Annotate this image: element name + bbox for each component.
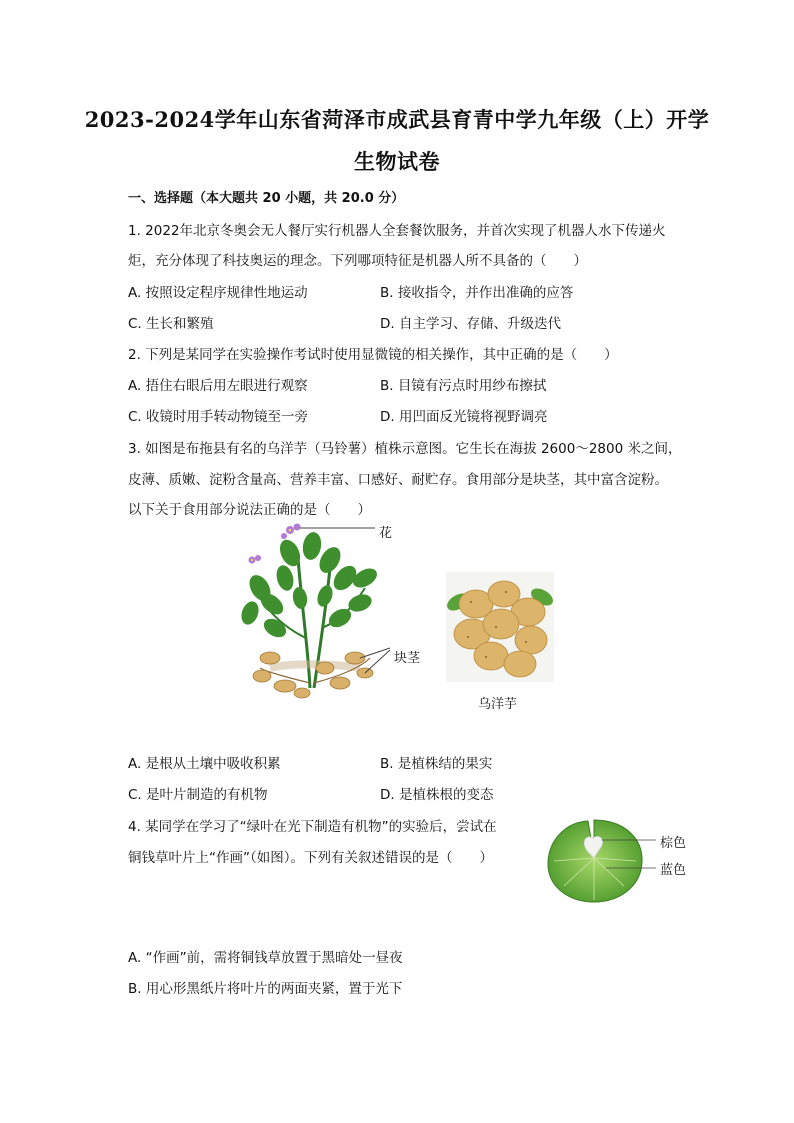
potato-plant-illustration bbox=[230, 518, 440, 708]
figure-label-blue: 蓝色 bbox=[660, 863, 687, 878]
q3-option-d: D. 是植株根的变态 bbox=[380, 787, 494, 803]
q1-option-a: A. 按照设定程序规律性地运动 bbox=[128, 285, 308, 301]
q4-option-a: A. “作画”前，需将铜钱草放置于黑暗处一昼夜 bbox=[128, 950, 403, 966]
potato-photo bbox=[446, 572, 554, 682]
q1-stem-line2: 炬，充分体现了科技奥运的理念。下列哪项特征是机器人所不具备的（ ） bbox=[128, 253, 587, 269]
q3-stem-line2: 皮薄、质嫩、淀粉含量高、营养丰富、口感好、耐贮存。食用部分是块茎，其中富含淀粉。 bbox=[128, 472, 668, 488]
exam-title-line1: 2023-2024学年山东省菏泽市成武县育青中学九年级（上）开学 bbox=[84, 107, 710, 132]
q1-option-b: B. 接收指令，并作出准确的应答 bbox=[380, 285, 574, 301]
q2-option-c: C. 收镜时用手转动物镜至一旁 bbox=[128, 409, 309, 425]
figure-caption-potato: 乌洋芋 bbox=[478, 697, 518, 712]
q2-option-b: B. 目镜有污点时用纱布擦拭 bbox=[380, 378, 547, 394]
figure-label-flower: 花 bbox=[379, 526, 393, 541]
q1-option-c: C. 生长和繁殖 bbox=[128, 316, 214, 332]
q1-option-d: D. 自主学习、存储、升级迭代 bbox=[380, 316, 561, 332]
section-header: 一、选择题（本大题共 20 小题，共 20.0 分） bbox=[128, 191, 405, 206]
q4-option-b: B. 用心形黑纸片将叶片的两面夹紧，置于光下 bbox=[128, 981, 403, 997]
q3-option-c: C. 是叶片制造的有机物 bbox=[128, 787, 268, 803]
pennywort-leaf-illustration bbox=[544, 816, 644, 904]
q2-stem-line1: 2. 下列是某同学在实验操作考试时使用显微镜的相关操作，其中正确的是（ ） bbox=[128, 347, 618, 363]
figure-label-tuber: 块茎 bbox=[394, 651, 421, 666]
q3-option-b: B. 是植株结的果实 bbox=[380, 756, 493, 772]
q4-stem-line2: 铜钱草叶片上“作画”（如图）。下列有关叙述错误的是（ ） bbox=[128, 850, 493, 866]
q3-option-a: A. 是根从土壤中吸收积累 bbox=[128, 756, 281, 772]
q3-stem-line3: 以下关于食用部分说法正确的是（ ） bbox=[128, 502, 371, 518]
q2-option-d: D. 用凹面反光镜将视野调亮 bbox=[380, 409, 548, 425]
q2-option-a: A. 捂住右眼后用左眼进行观察 bbox=[128, 378, 308, 394]
exam-title-line2: 生物试卷 bbox=[354, 149, 440, 174]
q4-stem-line1: 4. 某同学在学习了“绿叶在光下制造有机物”的实验后，尝试在 bbox=[128, 819, 497, 835]
figure-label-brown: 棕色 bbox=[660, 836, 687, 851]
q1-stem-line1: 1. 2022年北京冬奥会无人餐厅实行机器人全套餐饮服务，并首次实现了机器人水下传递火 bbox=[128, 223, 666, 239]
q3-stem-line1: 3. 如图是布拖县有名的乌洋芋（马铃薯）植株示意图。它生长在海拔 2600～2800 米之间， bbox=[128, 441, 682, 457]
